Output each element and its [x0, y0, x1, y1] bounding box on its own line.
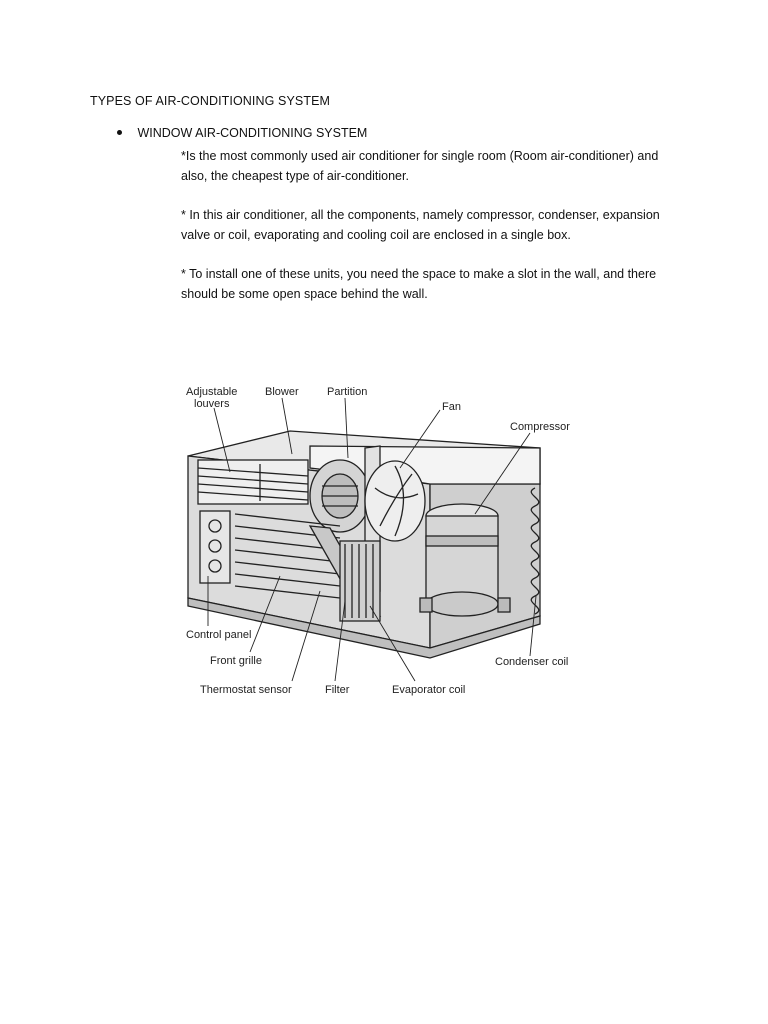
label-condenser-coil: Condenser coil — [495, 656, 569, 668]
label-blower: Blower — [265, 386, 299, 398]
label-evaporator-coil: Evaporator coil — [392, 684, 466, 696]
label-adjustable-louvers-line2: louvers — [194, 398, 230, 410]
label-filter: Filter — [325, 684, 350, 696]
label-compressor: Compressor — [510, 421, 570, 433]
bullet-item — [117, 126, 367, 140]
label-front-grille: Front grille — [210, 655, 262, 667]
bullet-title: WINDOW AIR-CONDITIONING SYSTEM — [137, 126, 368, 140]
window-ac-illustration — [180, 376, 580, 701]
paragraph-2: * In this air conditioner, all the components, namely compressor, condenser, expansion valve or coil, evaporating and cooling coil are enclosed in a single box. — [181, 208, 660, 242]
label-control-panel: Control panel — [186, 629, 252, 641]
ac-unit-drawing — [188, 431, 540, 658]
label-adjustable-louvers-line1: Adjustable — [186, 386, 238, 398]
label-partition: Partition — [327, 386, 368, 398]
paragraph-1: *Is the most commonly used air conditioner for single room (Room air-conditioner) and also, the cheapest type of air-conditioner. — [181, 149, 659, 183]
page-heading: TYPES OF AIR-CONDITIONING SYSTEM — [90, 94, 331, 108]
label-fan: Fan — [442, 401, 461, 413]
window-ac-diagram — [180, 376, 580, 701]
bullet-icon — [117, 130, 122, 135]
paragraph-3: * To install one of these units, you need the space to make a slot in the wall, and there should be some open space behind the wall. — [181, 267, 657, 301]
label-thermostat-sensor: Thermostat sensor — [200, 684, 292, 696]
